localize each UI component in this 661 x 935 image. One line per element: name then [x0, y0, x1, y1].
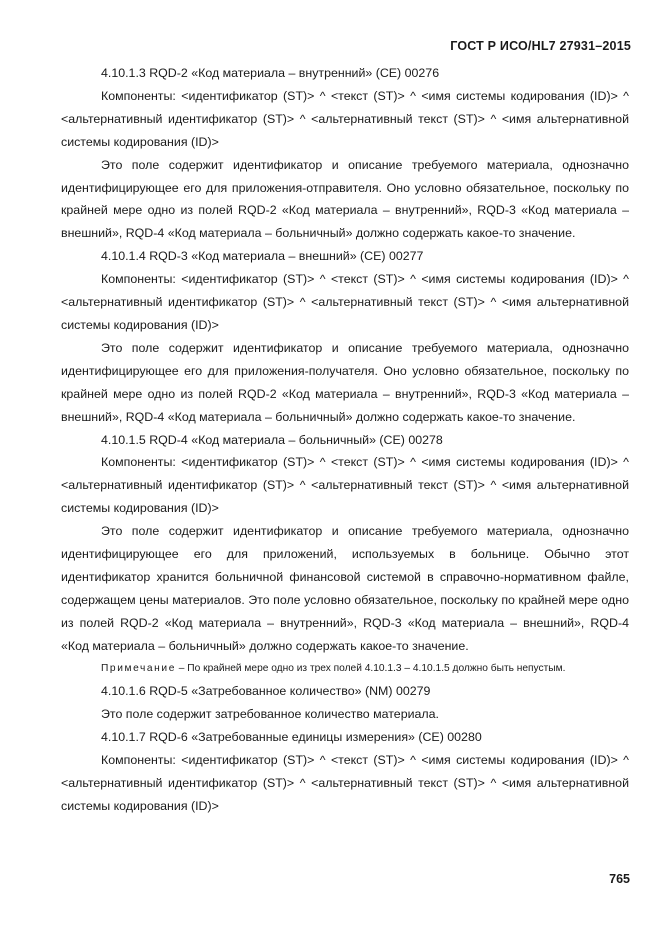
section-heading: 4.10.1.7 RQD-6 «Затребованные единицы измерения» (CE) 00280 [101, 730, 482, 745]
components-paragraph: Компоненты: <идентификатор (ST)> ^ <текст (ST)> ^ <имя системы кодирования (ID)> ^ <альтернативный идентификатор (ST)> ^ <альтернативный текст (ST)> ^ <имя альтернативной системы кодирования (ID)> [61, 455, 629, 516]
description-paragraph: Это поле содержит идентификатор и описание требуемого материала, однозначно идентифицирующее его для приложения-получателя. Оно условно обязательное, поскольку по крайней мере одно из полей RQD-2 «Код материала – внутренний», RQD-3 «Код материала – внешний», RQD-4 «Код материала – больничный» должно содержать какое-то значение. [61, 340, 629, 424]
description-paragraph: Это поле содержит затребованное количество материала. [101, 707, 439, 722]
note-text: – По крайней мере одно из трех полей 4.10.1.3 – 4.10.1.5 должно быть непустым. [175, 662, 566, 674]
page-body [61, 62, 629, 818]
section-heading: 4.10.1.6 RQD-5 «Затребованное количество» (NM) 00279 [101, 684, 431, 699]
components-paragraph: Компоненты: <идентификатор (ST)> ^ <текст (ST)> ^ <имя системы кодирования (ID)> ^ <альтернативный идентификатор (ST)> ^ <альтернативный текст (ST)> ^ <имя альтернативной системы кодирования (ID)> [61, 88, 629, 149]
description-paragraph: Это поле содержит идентификатор и описание требуемого материала, однозначно идентифицирующее его для приложения-отправителя. Оно условно обязательное, поскольку по крайней мере одно из полей RQD-2 «Код материала – внутренний», RQD-3 «Код материала – внешний», RQD-4 «Код материала – больничный» должно содержать какое-то значение. [61, 157, 629, 241]
components-paragraph: Компоненты: <идентификатор (ST)> ^ <текст (ST)> ^ <имя системы кодирования (ID)> ^ <альтернативный идентификатор (ST)> ^ <альтернативный текст (ST)> ^ <имя альтернативной системы кодирования (ID)> [61, 272, 629, 332]
running-header: ГОСТ Р ИСО/HL7 27931–2015 [450, 39, 631, 53]
page-number: 765 [609, 872, 630, 886]
note-paragraph [61, 658, 629, 681]
note-label: Примечание [101, 662, 176, 674]
components-paragraph: Компоненты: <идентификатор (ST)> ^ <текст (ST)> ^ <имя системы кодирования (ID)> ^ <альтернативный идентификатор (ST)> ^ <альтернативный текст (ST)> ^ <имя альтернативной системы кодирования (ID)> [61, 753, 629, 813]
section-heading: 4.10.1.3 RQD-2 «Код материала – внутренний» (CE) 00276 [101, 66, 440, 80]
section-heading: 4.10.1.5 RQD-4 «Код материала – больничный» (CE) 00278 [101, 432, 443, 447]
description-paragraph: Это поле содержит идентификатор и описание требуемого материала, однозначно идентифицирующее его для приложений, используемых в больнице. Обычно этот идентификатор хранится больничной финансовой системой в справочно-нормативном файле, содержащем цены материалов. Это поле условно обязательное, поскольку по крайней мере одно из полей RQD-2 «Код материала – внутренний», RQD-3 «Код материала – внешний», RQD-4 «Код материала – больничный» должно содержать какое-то значение. [61, 524, 629, 653]
section-heading: 4.10.1.4 RQD-3 «Код материала – внешний» (CE) 00277 [101, 249, 424, 264]
